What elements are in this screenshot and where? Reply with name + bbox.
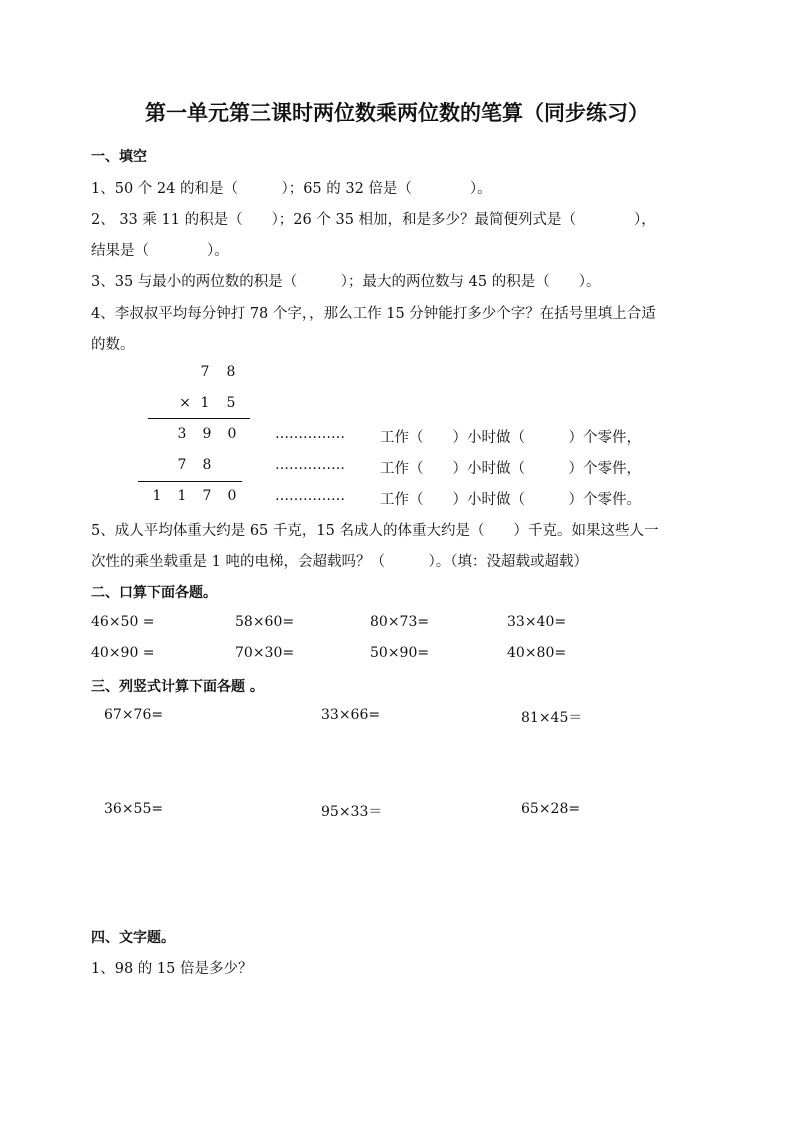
vertical-digit: 3 [177,426,187,442]
section-heading-mental: 二、口算下面各题。 [91,585,217,601]
section-heading-written: 三、列竖式计算下面各题 。 [91,679,264,695]
written-problem: 65×28= [521,801,581,817]
vertical-digit: 7 [177,457,187,473]
fill-question-2-line-2: 结果是（ ）。 [91,243,229,259]
written-problem: 33×66= [321,707,381,723]
vertical-digit: 8 [226,364,236,380]
word-question-1: 1、98 的 15 倍是多少？ [91,961,253,977]
leader-dots: …………… [275,488,345,504]
written-problem: 67×76= [104,707,164,723]
vertical-note-2: 工作（ ）小时做（ ）个零件， [380,461,641,477]
vertical-rule-2 [138,481,242,482]
multiply-sign: × [179,395,191,411]
mental-problem: 46×50 = [91,614,155,630]
vertical-rule-1 [148,418,250,419]
fill-question-4-line-2: 的数。 [91,337,135,353]
vertical-note-3: 工作（ ）小时做（ ）个零件。 [380,492,641,508]
vertical-digit: 1 [177,488,187,504]
fill-question-2-line-1: 2、 33 乘 11 的积是（ ）；26 个 35 相加，和是多少？最简便列式是（ ）， [91,212,656,228]
mental-problem: 33×40= [507,614,567,630]
written-problem: 81×45＝ [521,710,583,726]
leader-dots: …………… [275,457,345,473]
vertical-digit: 1 [200,395,210,411]
vertical-digit: 7 [200,364,210,380]
fill-question-3: 3、35 与最小的两位数的积是（ ）；最大的两位数与 45 的积是（ ）。 [91,274,601,290]
vertical-digit: 5 [226,395,236,411]
section-heading-fill: 一、填空 [91,149,147,165]
mental-problem: 40×90 = [91,645,155,661]
section-heading-word: 四、文字题。 [91,930,175,946]
mental-problem: 80×73= [370,614,430,630]
fill-question-1: 1、50 个 24 的和是（ ）；65 的 32 倍是（ ）。 [91,181,492,197]
vertical-note-1: 工作（ ）小时做（ ）个零件， [380,430,641,446]
mental-problem: 50×90= [370,645,430,661]
mental-problem: 70×30= [235,645,295,661]
fill-question-5-line-2: 次性的乘坐载重是 1 吨的电梯，会超载吗？（ ）。（填：没超载或超载） [91,554,588,570]
leader-dots: …………… [275,426,345,442]
written-problem: 95×33＝ [321,804,383,820]
page-title: 第一单元第三课时两位数乘两位数的笔算（同步练习） [145,101,649,125]
written-problem: 36×55= [104,801,164,817]
vertical-digit: 9 [202,426,212,442]
vertical-digit: 0 [227,488,237,504]
vertical-digit: 1 [152,488,162,504]
fill-question-4-line-1: 4、李叔叔平均每分钟打 78 个字，，那么工作 15 分钟能打多少个字？在括号里填上合适 [91,306,656,322]
vertical-digit: 8 [202,457,212,473]
vertical-digit: 0 [227,426,237,442]
mental-problem: 40×80= [507,645,567,661]
mental-problem: 58×60= [235,614,295,630]
fill-question-5-line-1: 5、成人平均体重大约是 65 千克，15 名成人的体重大约是（ ）千克。如果这些人一 [91,523,659,539]
vertical-digit: 7 [202,488,212,504]
